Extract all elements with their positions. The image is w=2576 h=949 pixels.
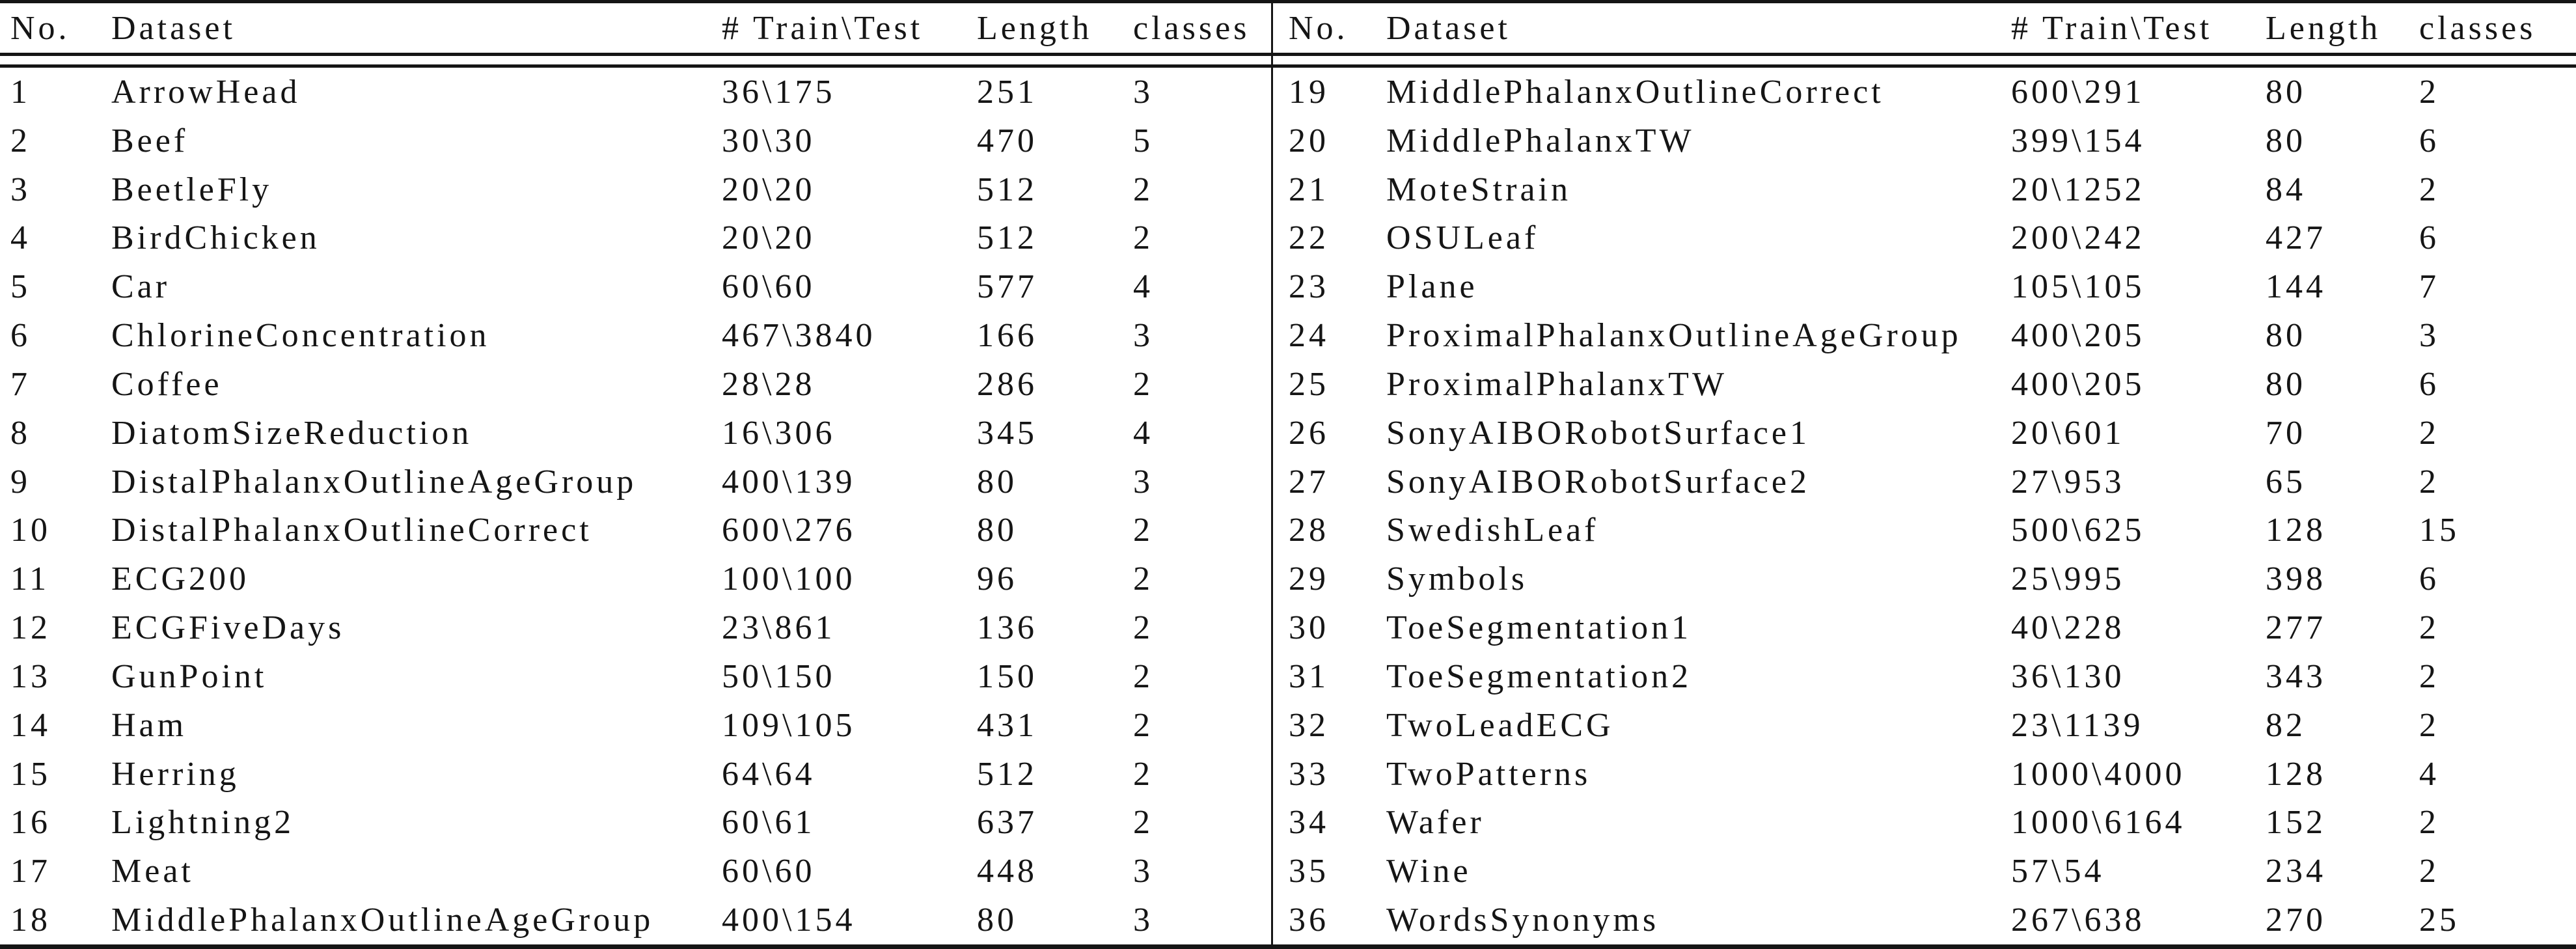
cell-classes: 3	[1133, 73, 1153, 111]
cell-no: 8	[10, 414, 31, 452]
cell-no: 20	[1289, 122, 1329, 159]
cell-length: 345	[977, 414, 1037, 452]
cell-dataset: Meat	[111, 853, 194, 890]
column-header-classes: classes	[2419, 9, 2536, 47]
table-row	[0, 750, 1271, 799]
column-header-no: No.	[10, 9, 70, 47]
table-row	[1273, 117, 2576, 165]
cell-classes: 2	[1133, 755, 1153, 793]
cell-length: 150	[977, 657, 1037, 695]
cell-dataset: SwedishLeaf	[1386, 512, 1599, 549]
cell-train-test: 60\60	[722, 268, 815, 306]
cell-length: 637	[977, 804, 1037, 842]
cell-no: 18	[10, 901, 51, 939]
cell-length: 512	[977, 219, 1037, 257]
cell-train-test: 400\154	[722, 901, 856, 939]
column-header-length: Length	[2266, 9, 2381, 47]
cell-classes: 3	[2419, 317, 2439, 355]
table-row	[0, 847, 1271, 896]
table-row	[0, 409, 1271, 458]
column-header-classes: classes	[1133, 9, 1250, 47]
cell-train-test: 27\953	[2011, 463, 2125, 501]
cell-classes: 4	[1133, 268, 1153, 306]
cell-dataset: ProximalPhalanxTW	[1386, 365, 1728, 403]
table-row	[1273, 68, 2576, 117]
table-row	[1273, 701, 2576, 750]
cell-length: 398	[2266, 560, 2326, 598]
cell-no: 13	[10, 657, 51, 695]
table-row	[0, 117, 1271, 165]
cell-length: 470	[977, 122, 1037, 159]
cell-length: 96	[977, 560, 1017, 598]
cell-dataset: Beef	[111, 122, 189, 159]
cell-train-test: 500\625	[2011, 512, 2145, 549]
cell-length: 577	[977, 268, 1037, 306]
cell-dataset: Lightning2	[111, 804, 295, 842]
cell-train-test: 109\105	[722, 706, 856, 744]
cell-dataset: TwoPatterns	[1386, 755, 1591, 793]
cell-classes: 2	[1133, 219, 1153, 257]
cell-length: 166	[977, 317, 1037, 355]
cell-classes: 2	[2419, 171, 2439, 208]
cell-dataset: Plane	[1386, 268, 1478, 306]
cell-train-test: 36\175	[722, 73, 836, 111]
cell-dataset: ArrowHead	[111, 73, 301, 111]
cell-length: 270	[2266, 901, 2326, 939]
cell-no: 10	[10, 512, 51, 549]
cell-classes: 3	[1133, 901, 1153, 939]
cell-no: 9	[10, 463, 31, 501]
cell-train-test: 399\154	[2011, 122, 2145, 159]
cell-train-test: 36\130	[2011, 657, 2125, 695]
cell-train-test: 600\291	[2011, 73, 2145, 111]
cell-length: 128	[2266, 512, 2326, 549]
cell-no: 26	[1289, 414, 1329, 452]
left-table-body	[0, 68, 1271, 944]
cell-length: 80	[977, 512, 1017, 549]
table-row	[1273, 214, 2576, 263]
cell-no: 16	[10, 804, 51, 842]
column-header-dataset: Dataset	[1386, 9, 1511, 47]
cell-train-test: 64\64	[722, 755, 815, 793]
cell-train-test: 400\139	[722, 463, 856, 501]
cell-dataset: SonyAIBORobotSurface1	[1386, 414, 1810, 452]
cell-no: 34	[1289, 804, 1329, 842]
column-header-dataset: Dataset	[111, 9, 236, 47]
cell-classes: 2	[2419, 853, 2439, 890]
cell-classes: 25	[2419, 901, 2460, 939]
cell-dataset: MiddlePhalanxOutlineAgeGroup	[111, 901, 654, 939]
table-row	[0, 262, 1271, 311]
cell-no: 33	[1289, 755, 1329, 793]
cell-length: 431	[977, 706, 1037, 744]
cell-train-test: 1000\6164	[2011, 804, 2185, 842]
table-row	[0, 214, 1271, 263]
cell-classes: 2	[2419, 706, 2439, 744]
cell-train-test: 20\20	[722, 219, 815, 257]
cell-train-test: 467\3840	[722, 317, 876, 355]
cell-classes: 4	[2419, 755, 2439, 793]
cell-no: 31	[1289, 657, 1329, 695]
cell-length: 80	[977, 901, 1017, 939]
cell-length: 128	[2266, 755, 2326, 793]
cell-no: 1	[10, 73, 31, 111]
table-row	[1273, 603, 2576, 652]
cell-no: 21	[1289, 171, 1329, 208]
cell-dataset: BeetleFly	[111, 171, 273, 208]
cell-train-test: 100\100	[722, 560, 856, 598]
table-row	[0, 458, 1271, 506]
cell-dataset: ProximalPhalanxOutlineAgeGroup	[1386, 317, 1962, 355]
header-double-rule	[1273, 53, 2576, 68]
table-row	[0, 506, 1271, 555]
table-row	[0, 799, 1271, 847]
cell-train-test: 23\1139	[2011, 706, 2144, 744]
cell-dataset: MoteStrain	[1386, 171, 1571, 208]
cell-no: 3	[10, 171, 31, 208]
cell-no: 5	[10, 268, 31, 306]
table-row	[1273, 799, 2576, 847]
cell-length: 152	[2266, 804, 2326, 842]
cell-no: 17	[10, 853, 51, 890]
cell-classes: 6	[2419, 365, 2439, 403]
table-row	[1273, 506, 2576, 555]
cell-train-test: 28\28	[722, 365, 815, 403]
table-row	[1273, 360, 2576, 409]
cell-classes: 4	[1133, 414, 1153, 452]
cell-no: 25	[1289, 365, 1329, 403]
cell-train-test: 57\54	[2011, 853, 2105, 890]
cell-no: 14	[10, 706, 51, 744]
cell-no: 23	[1289, 268, 1329, 306]
cell-classes: 7	[2419, 268, 2439, 306]
right-table-half	[1273, 3, 2576, 944]
cell-classes: 2	[1133, 365, 1153, 403]
cell-length: 136	[977, 609, 1037, 647]
cell-train-test: 105\105	[2011, 268, 2145, 306]
header-double-rule	[0, 53, 1271, 68]
cell-no: 19	[1289, 73, 1329, 111]
cell-classes: 6	[2419, 219, 2439, 257]
cell-train-test: 16\306	[722, 414, 836, 452]
cell-length: 65	[2266, 463, 2306, 501]
right-header-row	[1273, 3, 2576, 53]
cell-length: 277	[2266, 609, 2326, 647]
cell-length: 234	[2266, 853, 2326, 890]
cell-no: 22	[1289, 219, 1329, 257]
cell-classes: 2	[1133, 804, 1153, 842]
cell-length: 80	[2266, 122, 2306, 159]
cell-no: 15	[10, 755, 51, 793]
cell-classes: 2	[2419, 609, 2439, 647]
table-row	[1273, 165, 2576, 214]
cell-train-test: 200\242	[2011, 219, 2145, 257]
cell-train-test: 20\1252	[2011, 171, 2145, 208]
cell-length: 80	[2266, 365, 2306, 403]
cell-dataset: Wafer	[1386, 804, 1485, 842]
cell-length: 343	[2266, 657, 2326, 695]
cell-dataset: Symbols	[1386, 560, 1528, 598]
table-row	[0, 360, 1271, 409]
cell-train-test: 267\638	[2011, 901, 2145, 939]
cell-length: 80	[977, 463, 1017, 501]
cell-train-test: 400\205	[2011, 317, 2145, 355]
cell-classes: 2	[1133, 609, 1153, 647]
cell-dataset: Wine	[1386, 853, 1472, 890]
cell-train-test: 600\276	[722, 512, 856, 549]
cell-dataset: ECGFiveDays	[111, 609, 345, 647]
cell-no: 4	[10, 219, 31, 257]
cell-classes: 2	[2419, 414, 2439, 452]
cell-dataset: ECG200	[111, 560, 249, 598]
cell-length: 84	[2266, 171, 2306, 208]
cell-classes: 2	[1133, 512, 1153, 549]
cell-no: 6	[10, 317, 31, 355]
cell-train-test: 20\20	[722, 171, 815, 208]
table-row	[0, 701, 1271, 750]
cell-length: 70	[2266, 414, 2306, 452]
cell-dataset: TwoLeadECG	[1386, 706, 1614, 744]
cell-train-test: 50\150	[722, 657, 836, 695]
table-row	[1273, 847, 2576, 896]
cell-length: 80	[2266, 73, 2306, 111]
cell-train-test: 60\61	[722, 804, 815, 842]
cell-classes: 2	[1133, 560, 1153, 598]
cell-length: 251	[977, 73, 1037, 111]
cell-train-test: 60\60	[722, 853, 815, 890]
table-row	[0, 165, 1271, 214]
cell-classes: 2	[1133, 171, 1153, 208]
column-header-train-test: # Train\Test	[2011, 9, 2213, 47]
left-table-half	[0, 3, 1273, 944]
cell-classes: 15	[2419, 512, 2460, 549]
table-row	[1273, 652, 2576, 701]
cell-classes: 2	[1133, 657, 1153, 695]
table-row	[0, 311, 1271, 360]
cell-length: 286	[977, 365, 1037, 403]
cell-train-test: 25\995	[2011, 560, 2125, 598]
cell-no: 30	[1289, 609, 1329, 647]
cell-train-test: 20\601	[2011, 414, 2125, 452]
cell-no: 28	[1289, 512, 1329, 549]
cell-dataset: GunPoint	[111, 657, 267, 695]
cell-dataset: Coffee	[111, 365, 223, 403]
cell-no: 32	[1289, 706, 1329, 744]
table-row	[0, 652, 1271, 701]
table-row	[0, 896, 1271, 944]
cell-dataset: ChlorineConcentration	[111, 317, 490, 355]
cell-dataset: Car	[111, 268, 171, 306]
column-header-no: No.	[1289, 9, 1349, 47]
cell-train-test: 40\228	[2011, 609, 2125, 647]
table-row	[1273, 311, 2576, 360]
table-row	[0, 603, 1271, 652]
cell-no: 27	[1289, 463, 1329, 501]
cell-classes: 3	[1133, 853, 1153, 890]
cell-train-test: 23\861	[722, 609, 836, 647]
cell-train-test: 1000\4000	[2011, 755, 2185, 793]
table-row	[0, 68, 1271, 117]
cell-length: 512	[977, 171, 1037, 208]
cell-dataset: Ham	[111, 706, 187, 744]
cell-dataset: DiatomSizeReduction	[111, 414, 473, 452]
cell-classes: 3	[1133, 463, 1153, 501]
cell-dataset: SonyAIBORobotSurface2	[1386, 463, 1810, 501]
cell-no: 2	[10, 122, 31, 159]
cell-classes: 2	[2419, 463, 2439, 501]
cell-dataset: WordsSynonyms	[1386, 901, 1660, 939]
cell-no: 7	[10, 365, 31, 403]
cell-no: 36	[1289, 901, 1329, 939]
cell-classes: 6	[2419, 560, 2439, 598]
cell-no: 35	[1289, 853, 1329, 890]
cell-dataset: BirdChicken	[111, 219, 320, 257]
cell-no: 11	[10, 560, 50, 598]
cell-classes: 2	[2419, 657, 2439, 695]
cell-no: 24	[1289, 317, 1329, 355]
cell-length: 144	[2266, 268, 2326, 306]
cell-train-test: 400\205	[2011, 365, 2145, 403]
table-row	[1273, 409, 2576, 458]
cell-length: 82	[2266, 706, 2306, 744]
right-table-body	[1273, 68, 2576, 944]
left-header-row	[0, 3, 1271, 53]
cell-length: 427	[2266, 219, 2326, 257]
cell-length: 448	[977, 853, 1037, 890]
cell-classes: 3	[1133, 317, 1153, 355]
cell-classes: 5	[1133, 122, 1153, 159]
cell-dataset: OSULeaf	[1386, 219, 1539, 257]
table-row	[1273, 262, 2576, 311]
cell-dataset: DistalPhalanxOutlineCorrect	[111, 512, 592, 549]
cell-classes: 2	[1133, 706, 1153, 744]
cell-classes: 6	[2419, 122, 2439, 159]
cell-dataset: DistalPhalanxOutlineAgeGroup	[111, 463, 637, 501]
column-header-length: Length	[977, 9, 1093, 47]
table-row	[0, 555, 1271, 603]
cell-dataset: ToeSegmentation1	[1386, 609, 1692, 647]
cell-train-test: 30\30	[722, 122, 815, 159]
cell-length: 80	[2266, 317, 2306, 355]
table-row	[1273, 896, 2576, 944]
table-row	[1273, 458, 2576, 506]
table-row	[1273, 750, 2576, 799]
cell-dataset: MiddlePhalanxTW	[1386, 122, 1695, 159]
cell-classes: 2	[2419, 73, 2439, 111]
cell-dataset: MiddlePhalanxOutlineCorrect	[1386, 73, 1884, 111]
column-header-train-test: # Train\Test	[722, 9, 924, 47]
cell-classes: 2	[2419, 804, 2439, 842]
cell-dataset: ToeSegmentation2	[1386, 657, 1692, 695]
cell-length: 512	[977, 755, 1037, 793]
cell-no: 29	[1289, 560, 1329, 598]
cell-no: 12	[10, 609, 51, 647]
cell-dataset: Herring	[111, 755, 240, 793]
table-row	[1273, 555, 2576, 603]
